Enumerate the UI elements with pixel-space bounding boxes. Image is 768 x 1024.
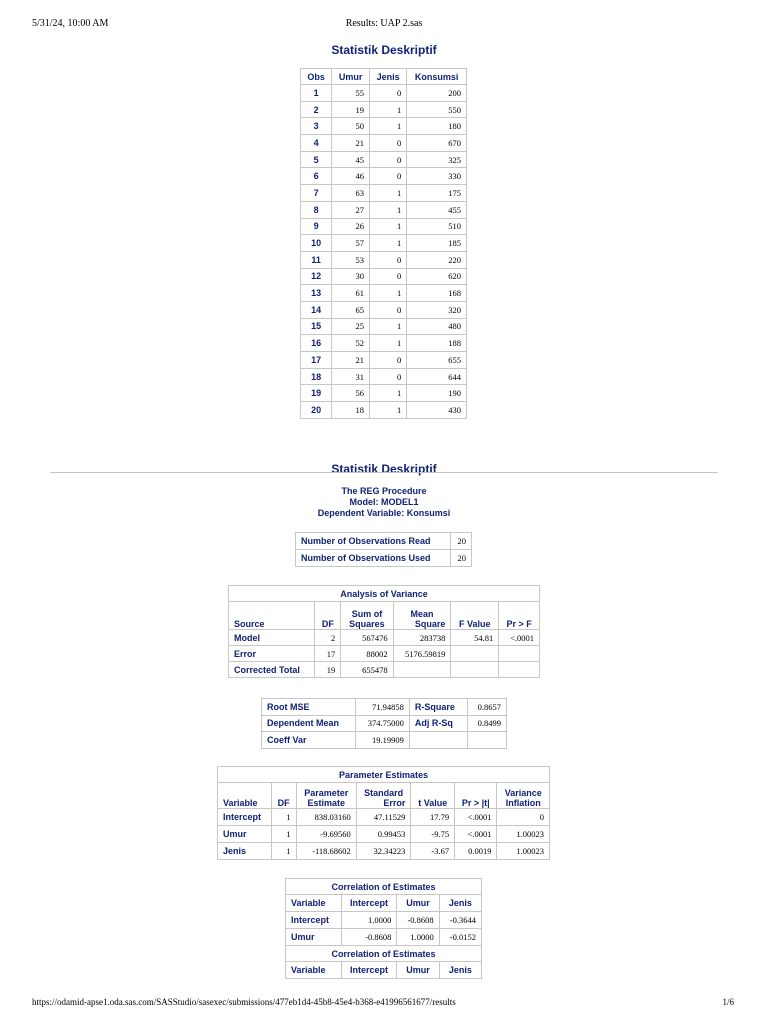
cell-konsumsi: 455 — [407, 201, 467, 218]
cell-umur: 56 — [332, 385, 370, 402]
table-row — [301, 168, 467, 185]
cell-umur: 61 — [332, 285, 370, 302]
col-header-intercept: Intercept — [341, 895, 397, 912]
cell-konsumsi: 655 — [407, 352, 467, 369]
col-header-jenis: Jenis — [370, 69, 407, 85]
cell-obs: 20 — [301, 402, 332, 419]
observations-count-table — [295, 532, 472, 567]
cell-umur: 18 — [332, 402, 370, 419]
table-row — [301, 101, 467, 118]
cell-t-value: -3.67 — [411, 843, 455, 860]
table-row — [301, 251, 467, 268]
table-row — [301, 135, 467, 152]
col-header-jenis: Jenis — [439, 962, 481, 979]
col-header-umur: Umur — [332, 69, 370, 85]
cell-obs: 9 — [301, 218, 332, 235]
cell-variance-inflation: 1.00023 — [497, 843, 550, 860]
cell-jenis: 0 — [370, 251, 407, 268]
cell-obs: 12 — [301, 268, 332, 285]
table-row — [301, 335, 467, 352]
cell-jenis: 1 — [370, 318, 407, 335]
table-row — [301, 301, 467, 318]
table-caption: Correlation of Estimates — [286, 946, 482, 962]
cell-value: 374.75000 — [356, 715, 410, 732]
cell-konsumsi: 430 — [407, 402, 467, 419]
table-row — [301, 118, 467, 135]
col-header-obs: Obs — [301, 69, 332, 85]
table-row — [218, 826, 550, 843]
cell-obs: 14 — [301, 301, 332, 318]
cell-jenis: -0.0152 — [439, 929, 481, 946]
cell-umur: 50 — [332, 118, 370, 135]
cell-obs: 19 — [301, 385, 332, 402]
col-header-pr-f: Pr > F — [499, 602, 540, 630]
row-variable: Umur — [218, 826, 272, 843]
parameter-estimates-table — [217, 766, 550, 860]
row-label: Number of Observations Used — [296, 550, 451, 567]
cell-konsumsi: 620 — [407, 268, 467, 285]
row-source: Model — [229, 630, 315, 646]
row-variable: Umur — [286, 929, 342, 946]
col-header-umur: Umur — [397, 895, 439, 912]
col-header-pr-t: Pr > |t| — [455, 783, 497, 809]
cell-umur: 30 — [332, 268, 370, 285]
col-header-standard-error: Standard Error — [356, 783, 411, 809]
cell-obs: 2 — [301, 101, 332, 118]
cell-jenis: 0 — [370, 368, 407, 385]
row-variable: Intercept — [218, 809, 272, 826]
cell-value: 20 — [450, 533, 471, 550]
print-timestamp: 5/31/24, 10:00 AM — [32, 18, 109, 29]
col-header-sum-squares: Sum of Squares — [341, 602, 393, 630]
table-row — [301, 385, 467, 402]
cell-intercept: 1.0000 — [341, 912, 397, 929]
cell-umur: 57 — [332, 235, 370, 252]
cell-estimate: -9.69560 — [296, 826, 356, 843]
cell-umur: 26 — [332, 218, 370, 235]
cell-umur: 52 — [332, 335, 370, 352]
cell-jenis: 1 — [370, 218, 407, 235]
cell-konsumsi: 550 — [407, 101, 467, 118]
cell-t-value: -9.75 — [411, 826, 455, 843]
row-label: Number of Observations Read — [296, 533, 451, 550]
print-page-number: 1/6 — [722, 997, 734, 1007]
cell-obs: 10 — [301, 235, 332, 252]
cell-jenis: 0 — [370, 151, 407, 168]
table-row — [301, 352, 467, 369]
cell-obs: 16 — [301, 335, 332, 352]
col-header-f-value: F Value — [451, 602, 499, 630]
cell-obs: 11 — [301, 251, 332, 268]
cell-jenis: 1 — [370, 201, 407, 218]
col-header-df: DF — [315, 602, 341, 630]
cell-konsumsi: 188 — [407, 335, 467, 352]
table-row — [262, 699, 507, 716]
cell-obs: 17 — [301, 352, 332, 369]
cell-standard-error: 0.99453 — [356, 826, 411, 843]
cell-konsumsi: 200 — [407, 85, 467, 102]
fit-body — [262, 699, 507, 749]
cell-umur: 53 — [332, 251, 370, 268]
cell-pr-f — [499, 662, 540, 678]
cell-konsumsi: 320 — [407, 301, 467, 318]
cell-standard-error: 32.34223 — [356, 843, 411, 860]
cell-pr-t: <.0001 — [455, 826, 497, 843]
cell-mean-square: 283738 — [393, 630, 451, 646]
table-row — [301, 235, 467, 252]
cell-konsumsi: 510 — [407, 218, 467, 235]
cell-f-value: 54.81 — [451, 630, 499, 646]
col-header-variance-inflation: Variance Inflation — [497, 783, 550, 809]
row-label: R-Square — [409, 699, 467, 716]
col-header-umur: Umur — [397, 962, 439, 979]
cell-value: 0.8499 — [467, 715, 506, 732]
cell-umur: 21 — [332, 352, 370, 369]
col-header-variable: Variable — [218, 783, 272, 809]
row-variable: Jenis — [218, 843, 272, 860]
cell-obs: 13 — [301, 285, 332, 302]
cell-intercept: -0.8608 — [341, 929, 397, 946]
col-header-intercept: Intercept — [341, 962, 397, 979]
section-title: Statistik Deskriptif — [331, 43, 437, 57]
cell-umur: -0.8608 — [397, 912, 439, 929]
col-header-jenis: Jenis — [439, 895, 481, 912]
cell-jenis: 1 — [370, 235, 407, 252]
cell-df: 17 — [315, 646, 341, 662]
row-label: Coeff Var — [262, 732, 356, 749]
cell-df: 1 — [271, 809, 296, 826]
table-row — [301, 402, 467, 419]
cell-jenis: 1 — [370, 285, 407, 302]
cell-sum-squares: 88002 — [341, 646, 393, 662]
model-name: Model: MODEL1 — [349, 497, 419, 507]
cell-obs: 7 — [301, 185, 332, 202]
table-row — [301, 151, 467, 168]
table-caption: Analysis of Variance — [229, 586, 540, 602]
section-divider — [50, 472, 718, 473]
cell-variance-inflation: 0 — [497, 809, 550, 826]
col-header-source: Source — [229, 602, 315, 630]
col-header-konsumsi: Konsumsi — [407, 69, 467, 85]
cell-konsumsi: 330 — [407, 168, 467, 185]
cell-obs: 6 — [301, 168, 332, 185]
cell-umur: 55 — [332, 85, 370, 102]
cell-obs: 1 — [301, 85, 332, 102]
table-row — [301, 218, 467, 235]
table-caption: Correlation of Estimates — [286, 879, 482, 895]
col-header-parameter-estimate: Parameter Estimate — [296, 783, 356, 809]
col-header-df: DF — [271, 783, 296, 809]
table-row — [229, 662, 540, 678]
cell-estimate: 838.03160 — [296, 809, 356, 826]
cell-konsumsi: 175 — [407, 185, 467, 202]
cell-obs: 5 — [301, 151, 332, 168]
cell-umur: 45 — [332, 151, 370, 168]
fit-statistics-table — [261, 698, 507, 749]
cell-df: 1 — [271, 826, 296, 843]
cell-obs: 18 — [301, 368, 332, 385]
cell-obs: 4 — [301, 135, 332, 152]
section-title-reg: Statistik Deskriptif — [331, 462, 437, 476]
col-header-mean-square: Mean Square — [393, 602, 451, 630]
row-source: Corrected Total — [229, 662, 315, 678]
cell-jenis: 1 — [370, 385, 407, 402]
cell-sum-squares: 567476 — [341, 630, 393, 646]
print-doc-title: Results: UAP 2.sas — [345, 18, 423, 29]
row-variable: Intercept — [286, 912, 342, 929]
cell-konsumsi: 190 — [407, 385, 467, 402]
cell-f-value — [451, 646, 499, 662]
cell-value: 20 — [450, 550, 471, 567]
cell-pr-f: <.0001 — [499, 630, 540, 646]
dependent-variable: Dependent Variable: Konsumsi — [317, 508, 451, 518]
cell-mean-square — [393, 662, 451, 678]
col-header-variable: Variable — [286, 962, 342, 979]
correlation-table — [285, 878, 482, 979]
anova-table — [228, 585, 540, 678]
cell-konsumsi: 180 — [407, 118, 467, 135]
cell-df: 19 — [315, 662, 341, 678]
col-header-variable: Variable — [286, 895, 342, 912]
cell-jenis: 1 — [370, 402, 407, 419]
table-row — [286, 929, 482, 946]
cell-jenis: 0 — [370, 268, 407, 285]
print-url: https://odamid-apse1.oda.sas.com/SASStudio/sasexec/submissions/477eb1d4-45b8-45e4-b368-e41996561677/results — [32, 997, 456, 1007]
table-row — [218, 843, 550, 860]
cell-konsumsi: 168 — [407, 285, 467, 302]
cell-umur: 21 — [332, 135, 370, 152]
procedure-name: The REG Procedure — [341, 486, 427, 496]
table-row — [301, 318, 467, 335]
cell-jenis: 1 — [370, 335, 407, 352]
table-row — [301, 185, 467, 202]
cell-df: 2 — [315, 630, 341, 646]
cell-pr-f — [499, 646, 540, 662]
table-row — [301, 285, 467, 302]
cell-umur: 31 — [332, 368, 370, 385]
table-row — [301, 85, 467, 102]
cell-f-value — [451, 662, 499, 678]
correlation-body — [286, 912, 482, 946]
cell-jenis: 1 — [370, 185, 407, 202]
cell-konsumsi: 185 — [407, 235, 467, 252]
cell-umur: 25 — [332, 318, 370, 335]
table-row — [301, 368, 467, 385]
cell-jenis: -0.3644 — [439, 912, 481, 929]
row-source: Error — [229, 646, 315, 662]
table-caption: Parameter Estimates — [218, 767, 550, 783]
table-row — [262, 715, 507, 732]
cell-umur: 65 — [332, 301, 370, 318]
table-row — [286, 912, 482, 929]
cell-pr-t: <.0001 — [455, 809, 497, 826]
cell-konsumsi: 644 — [407, 368, 467, 385]
cell-konsumsi: 325 — [407, 151, 467, 168]
cell-value: 0.8657 — [467, 699, 506, 716]
cell-jenis: 0 — [370, 168, 407, 185]
cell-jenis: 0 — [370, 85, 407, 102]
cell-jenis: 0 — [370, 301, 407, 318]
cell-jenis: 1 — [370, 101, 407, 118]
cell-jenis: 1 — [370, 118, 407, 135]
table-row — [301, 268, 467, 285]
anova-body — [229, 630, 540, 678]
cell-pr-t: 0.0019 — [455, 843, 497, 860]
cell-umur: 1.0000 — [397, 929, 439, 946]
cell-konsumsi: 480 — [407, 318, 467, 335]
observations-table — [300, 68, 467, 419]
cell-df: 1 — [271, 843, 296, 860]
table-row — [301, 201, 467, 218]
cell-jenis: 0 — [370, 352, 407, 369]
cell-umur: 19 — [332, 101, 370, 118]
cell-umur: 46 — [332, 168, 370, 185]
cell-umur: 27 — [332, 201, 370, 218]
table-row — [229, 646, 540, 662]
parameter-estimates-body — [218, 809, 550, 860]
cell-konsumsi: 670 — [407, 135, 467, 152]
col-header-t-value: t Value — [411, 783, 455, 809]
table-row — [262, 732, 507, 749]
procedure-heading — [0, 486, 768, 519]
cell-konsumsi: 220 — [407, 251, 467, 268]
cell-sum-squares: 655478 — [341, 662, 393, 678]
cell-value: 71.94858 — [356, 699, 410, 716]
table-row — [218, 809, 550, 826]
row-label: Adj R-Sq — [409, 715, 467, 732]
cell-t-value: 17.79 — [411, 809, 455, 826]
row-label: Root MSE — [262, 699, 356, 716]
cell-standard-error: 47.11529 — [356, 809, 411, 826]
cell-jenis: 0 — [370, 135, 407, 152]
cell-mean-square: 5176.59819 — [393, 646, 451, 662]
observations-body — [301, 85, 467, 419]
cell-umur: 63 — [332, 185, 370, 202]
cell-obs: 15 — [301, 318, 332, 335]
cell-estimate: -118.68602 — [296, 843, 356, 860]
row-label — [409, 732, 467, 749]
cell-obs: 3 — [301, 118, 332, 135]
table-row — [229, 630, 540, 646]
row-label: Dependent Mean — [262, 715, 356, 732]
cell-obs: 8 — [301, 201, 332, 218]
cell-value: 19.19909 — [356, 732, 410, 749]
cell-value — [467, 732, 506, 749]
cell-variance-inflation: 1.00023 — [497, 826, 550, 843]
